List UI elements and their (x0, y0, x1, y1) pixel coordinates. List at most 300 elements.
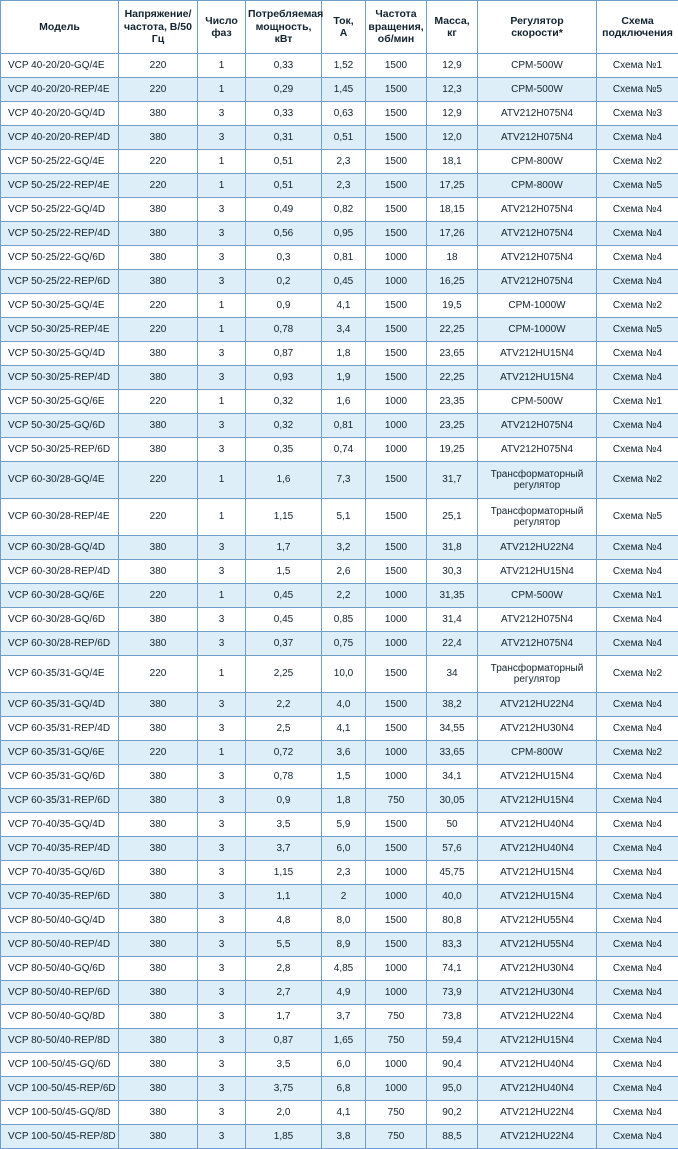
column-header-line: кВт (275, 33, 293, 45)
cell-mass: 33,65 (427, 741, 478, 765)
cell-model: VCP 60-35/31-GQ/6E (1, 741, 119, 765)
cell-speed: 1000 (366, 390, 427, 414)
cell-regulator: CPM-500W (478, 390, 597, 414)
cell-mass: 25,1 (427, 499, 478, 536)
table-row (1, 150, 678, 174)
cell-current: 3,6 (322, 741, 366, 765)
cell-model: VCP 50-25/22-REP/4D (1, 222, 119, 246)
cell-current: 2,3 (322, 174, 366, 198)
cell-phases: 1 (198, 741, 246, 765)
cell-regulator: ATV212HU30N4 (478, 957, 597, 981)
cell-current: 0,45 (322, 270, 366, 294)
cell-phases: 3 (198, 1053, 246, 1077)
table-row (1, 366, 678, 390)
cell-speed: 1500 (366, 693, 427, 717)
cell-mass: 50 (427, 813, 478, 837)
cell-mass: 34,55 (427, 717, 478, 741)
cell-mass: 90,2 (427, 1101, 478, 1125)
column-header-line: вращения, (368, 21, 423, 33)
cell-current: 0,51 (322, 126, 366, 150)
cell-speed: 1000 (366, 632, 427, 656)
cell-mass: 18 (427, 246, 478, 270)
cell-wiring-scheme: Схема №4 (597, 1077, 678, 1101)
cell-current: 1,6 (322, 390, 366, 414)
cell-regulator: ATV212H075N4 (478, 198, 597, 222)
table-row (1, 813, 678, 837)
cell-voltage: 380 (119, 1053, 198, 1077)
cell-voltage: 380 (119, 957, 198, 981)
cell-power: 2,0 (246, 1101, 322, 1125)
cell-current: 0,75 (322, 632, 366, 656)
table-row (1, 1005, 678, 1029)
cell-model: VCP 80-50/40-REP/4D (1, 933, 119, 957)
cell-current: 8,0 (322, 909, 366, 933)
cell-mass: 23,65 (427, 342, 478, 366)
cell-voltage: 220 (119, 656, 198, 693)
cell-phases: 3 (198, 861, 246, 885)
cell-power: 2,2 (246, 693, 322, 717)
cell-speed: 1500 (366, 198, 427, 222)
cell-mass: 30,05 (427, 789, 478, 813)
cell-current: 1,52 (322, 54, 366, 78)
column-header-line: фаз (211, 27, 231, 39)
cell-voltage: 220 (119, 390, 198, 414)
cell-mass: 19,5 (427, 294, 478, 318)
cell-speed: 1500 (366, 656, 427, 693)
cell-wiring-scheme: Схема №4 (597, 632, 678, 656)
cell-wiring-scheme: Схема №4 (597, 837, 678, 861)
cell-phases: 1 (198, 462, 246, 499)
table-row (1, 78, 678, 102)
cell-voltage: 380 (119, 933, 198, 957)
cell-model: VCP 60-35/31-REP/4D (1, 717, 119, 741)
cell-power: 0,49 (246, 198, 322, 222)
cell-speed: 1500 (366, 294, 427, 318)
cell-regulator: ATV212HU40N4 (478, 1053, 597, 1077)
cell-mass: 12,0 (427, 126, 478, 150)
table-row (1, 837, 678, 861)
cell-model: VCP 50-30/25-GQ/4D (1, 342, 119, 366)
table-row (1, 656, 678, 693)
cell-current: 7,3 (322, 462, 366, 499)
cell-regulator: ATV212HU15N4 (478, 560, 597, 584)
cell-power: 0,2 (246, 270, 322, 294)
table-row (1, 1125, 678, 1149)
cell-power: 2,25 (246, 656, 322, 693)
cell-wiring-scheme: Схема №1 (597, 584, 678, 608)
cell-speed: 1500 (366, 462, 427, 499)
cell-voltage: 380 (119, 560, 198, 584)
cell-power: 0,37 (246, 632, 322, 656)
cell-voltage: 380 (119, 366, 198, 390)
cell-current: 0,81 (322, 246, 366, 270)
column-header-line: Число (205, 15, 238, 27)
cell-speed: 1500 (366, 78, 427, 102)
cell-mass: 73,9 (427, 981, 478, 1005)
cell-speed: 1500 (366, 150, 427, 174)
cell-speed: 1500 (366, 560, 427, 584)
cell-mass: 31,4 (427, 608, 478, 632)
column-header-line: А (340, 27, 348, 39)
cell-speed: 1000 (366, 741, 427, 765)
cell-voltage: 380 (119, 693, 198, 717)
cell-power: 0,33 (246, 54, 322, 78)
cell-wiring-scheme: Схема №4 (597, 126, 678, 150)
table-row (1, 1029, 678, 1053)
cell-regulator: ATV212H075N4 (478, 246, 597, 270)
column-header-power (246, 1, 322, 54)
cell-speed: 1500 (366, 126, 427, 150)
cell-power: 1,7 (246, 536, 322, 560)
table-row (1, 765, 678, 789)
cell-power: 2,7 (246, 981, 322, 1005)
cell-voltage: 220 (119, 78, 198, 102)
cell-phases: 3 (198, 1101, 246, 1125)
cell-speed: 1000 (366, 414, 427, 438)
cell-model: VCP 50-30/25-REP/4E (1, 318, 119, 342)
cell-voltage: 380 (119, 1101, 198, 1125)
cell-power: 2,8 (246, 957, 322, 981)
cell-model: VCP 60-30/28-REP/6D (1, 632, 119, 656)
cell-voltage: 220 (119, 294, 198, 318)
cell-model: VCP 60-30/28-REP/4D (1, 560, 119, 584)
cell-speed: 750 (366, 1029, 427, 1053)
cell-wiring-scheme: Схема №4 (597, 957, 678, 981)
cell-speed: 1000 (366, 1077, 427, 1101)
column-header-line: мощность, (256, 21, 312, 33)
cell-current: 4,1 (322, 1101, 366, 1125)
cell-power: 5,5 (246, 933, 322, 957)
cell-current: 0,81 (322, 414, 366, 438)
cell-phases: 3 (198, 608, 246, 632)
cell-wiring-scheme: Схема №4 (597, 414, 678, 438)
cell-speed: 750 (366, 1101, 427, 1125)
cell-phases: 1 (198, 294, 246, 318)
cell-regulator: ATV212HU55N4 (478, 933, 597, 957)
cell-wiring-scheme: Схема №4 (597, 560, 678, 584)
cell-phases: 3 (198, 414, 246, 438)
cell-regulator: CPM-500W (478, 78, 597, 102)
cell-voltage: 380 (119, 1077, 198, 1101)
cell-model: VCP 80-50/40-GQ/6D (1, 957, 119, 981)
cell-voltage: 220 (119, 150, 198, 174)
cell-wiring-scheme: Схема №4 (597, 1101, 678, 1125)
table-row (1, 861, 678, 885)
cell-mass: 59,4 (427, 1029, 478, 1053)
cell-phases: 3 (198, 789, 246, 813)
cell-wiring-scheme: Схема №1 (597, 390, 678, 414)
cell-regulator: ATV212H075N4 (478, 608, 597, 632)
cell-phases: 1 (198, 584, 246, 608)
cell-regulator: ATV212HU15N4 (478, 366, 597, 390)
cell-wiring-scheme: Схема №4 (597, 366, 678, 390)
cell-power: 0,51 (246, 150, 322, 174)
cell-wiring-scheme: Схема №4 (597, 1053, 678, 1077)
cell-current: 0,95 (322, 222, 366, 246)
cell-regulator: ATV212H075N4 (478, 414, 597, 438)
cell-phases: 1 (198, 174, 246, 198)
cell-mass: 40,0 (427, 885, 478, 909)
cell-speed: 750 (366, 1125, 427, 1149)
cell-model: VCP 50-30/25-GQ/6D (1, 414, 119, 438)
cell-phases: 3 (198, 342, 246, 366)
cell-current: 0,85 (322, 608, 366, 632)
cell-power: 3,7 (246, 837, 322, 861)
table-row (1, 717, 678, 741)
cell-regulator: ATV212HU15N4 (478, 861, 597, 885)
cell-phases: 1 (198, 150, 246, 174)
cell-model: VCP 80-50/40-GQ/8D (1, 1005, 119, 1029)
table-row (1, 632, 678, 656)
cell-current: 3,7 (322, 1005, 366, 1029)
cell-current: 4,1 (322, 717, 366, 741)
cell-regulator (478, 462, 597, 499)
cell-voltage: 380 (119, 270, 198, 294)
cell-regulator: ATV212HU55N4 (478, 909, 597, 933)
cell-wiring-scheme: Схема №2 (597, 462, 678, 499)
cell-regulator: ATV212H075N4 (478, 632, 597, 656)
cell-mass: 95,0 (427, 1077, 478, 1101)
cell-regulator: CPM-1000W (478, 294, 597, 318)
cell-speed: 1500 (366, 933, 427, 957)
cell-power: 0,32 (246, 390, 322, 414)
cell-wiring-scheme: Схема №4 (597, 789, 678, 813)
cell-phases: 1 (198, 54, 246, 78)
cell-speed: 1500 (366, 366, 427, 390)
cell-power: 0,9 (246, 294, 322, 318)
cell-regulator: ATV212HU30N4 (478, 981, 597, 1005)
column-header-phases (198, 1, 246, 54)
table-row (1, 294, 678, 318)
cell-regulator: ATV212H075N4 (478, 126, 597, 150)
cell-model: VCP 100-50/45-GQ/6D (1, 1053, 119, 1077)
cell-power: 0,93 (246, 366, 322, 390)
cell-current: 6,8 (322, 1077, 366, 1101)
column-header-line: частота, В/50 Гц (124, 21, 192, 45)
cell-regulator: ATV212HU15N4 (478, 765, 597, 789)
cell-model: VCP 70-40/35-GQ/4D (1, 813, 119, 837)
cell-regulator: ATV212HU22N4 (478, 693, 597, 717)
cell-wiring-scheme: Схема №4 (597, 813, 678, 837)
cell-speed: 1500 (366, 174, 427, 198)
cell-mass: 73,8 (427, 1005, 478, 1029)
cell-wiring-scheme: Схема №4 (597, 536, 678, 560)
table-row (1, 909, 678, 933)
cell-model: VCP 70-40/35-GQ/6D (1, 861, 119, 885)
cell-mass: 18,1 (427, 150, 478, 174)
cell-mass: 34,1 (427, 765, 478, 789)
cell-text-line: Трансформаторный (491, 663, 584, 674)
cell-mass: 45,75 (427, 861, 478, 885)
cell-current: 1,5 (322, 765, 366, 789)
cell-regulator: ATV212HU15N4 (478, 789, 597, 813)
table-row (1, 499, 678, 536)
cell-voltage: 220 (119, 462, 198, 499)
cell-power: 0,72 (246, 741, 322, 765)
cell-wiring-scheme: Схема №4 (597, 1125, 678, 1149)
cell-regulator: ATV212HU15N4 (478, 342, 597, 366)
cell-model: VCP 50-30/25-REP/4D (1, 366, 119, 390)
cell-voltage: 380 (119, 837, 198, 861)
cell-speed: 1500 (366, 342, 427, 366)
cell-voltage: 380 (119, 414, 198, 438)
cell-model: VCP 50-25/22-GQ/4E (1, 150, 119, 174)
cell-phases: 3 (198, 885, 246, 909)
column-header-wiring-scheme (597, 1, 678, 54)
cell-regulator: CPM-500W (478, 584, 597, 608)
cell-regulator: CPM-500W (478, 54, 597, 78)
cell-mass: 83,3 (427, 933, 478, 957)
cell-power: 4,8 (246, 909, 322, 933)
table-row (1, 885, 678, 909)
cell-regulator: ATV212HU40N4 (478, 813, 597, 837)
cell-phases: 1 (198, 390, 246, 414)
cell-current: 1,8 (322, 789, 366, 813)
cell-regulator: ATV212HU15N4 (478, 1029, 597, 1053)
column-header-line: Потребляемая (248, 8, 323, 20)
cell-current: 6,0 (322, 1053, 366, 1077)
cell-phases: 3 (198, 765, 246, 789)
cell-model: VCP 50-25/22-REP/6D (1, 270, 119, 294)
cell-voltage: 380 (119, 608, 198, 632)
cell-current: 2,3 (322, 150, 366, 174)
cell-wiring-scheme: Схема №2 (597, 150, 678, 174)
cell-phases: 1 (198, 656, 246, 693)
cell-regulator: ATV212HU22N4 (478, 536, 597, 560)
cell-speed: 1000 (366, 957, 427, 981)
cell-mass: 31,8 (427, 536, 478, 560)
cell-phases: 3 (198, 1077, 246, 1101)
cell-model: VCP 60-35/31-REP/6D (1, 789, 119, 813)
cell-regulator: ATV212HU40N4 (478, 837, 597, 861)
cell-speed: 1000 (366, 981, 427, 1005)
column-header-regulator (478, 1, 597, 54)
cell-phases: 3 (198, 813, 246, 837)
cell-power: 1,85 (246, 1125, 322, 1149)
cell-wiring-scheme: Схема №3 (597, 102, 678, 126)
cell-wiring-scheme: Схема №5 (597, 318, 678, 342)
cell-model: VCP 40-20/20-REP/4D (1, 126, 119, 150)
cell-power: 0,9 (246, 789, 322, 813)
cell-wiring-scheme: Схема №2 (597, 656, 678, 693)
cell-current: 2,6 (322, 560, 366, 584)
cell-voltage: 380 (119, 981, 198, 1005)
cell-regulator (478, 499, 597, 536)
cell-voltage: 380 (119, 861, 198, 885)
table-row (1, 462, 678, 499)
cell-mass: 38,2 (427, 693, 478, 717)
cell-model: VCP 40-20/20-REP/4E (1, 78, 119, 102)
column-header-model (1, 1, 119, 54)
cell-voltage: 380 (119, 438, 198, 462)
cell-model: VCP 100-50/45-REP/8D (1, 1125, 119, 1149)
table-row (1, 584, 678, 608)
cell-power: 0,3 (246, 246, 322, 270)
cell-wiring-scheme: Схема №4 (597, 933, 678, 957)
cell-text-line: Трансформаторный (491, 506, 584, 517)
cell-wiring-scheme: Схема №4 (597, 693, 678, 717)
cell-model: VCP 60-30/28-GQ/6E (1, 584, 119, 608)
cell-model: VCP 60-30/28-REP/4E (1, 499, 119, 536)
cell-power: 0,51 (246, 174, 322, 198)
cell-speed: 1000 (366, 584, 427, 608)
cell-model: VCP 100-50/45-GQ/8D (1, 1101, 119, 1125)
table-row (1, 1101, 678, 1125)
cell-voltage: 380 (119, 813, 198, 837)
column-header-line: Модель (39, 21, 80, 33)
cell-phases: 3 (198, 438, 246, 462)
cell-speed: 1000 (366, 765, 427, 789)
cell-mass: 90,4 (427, 1053, 478, 1077)
cell-regulator: ATV212H075N4 (478, 270, 597, 294)
cell-power: 0,87 (246, 1029, 322, 1053)
cell-voltage: 220 (119, 318, 198, 342)
cell-power: 0,33 (246, 102, 322, 126)
table-row (1, 789, 678, 813)
cell-phases: 1 (198, 318, 246, 342)
cell-power: 0,29 (246, 78, 322, 102)
cell-speed: 1500 (366, 102, 427, 126)
cell-speed: 1500 (366, 837, 427, 861)
cell-voltage: 220 (119, 54, 198, 78)
cell-voltage: 380 (119, 789, 198, 813)
table-head (1, 1, 678, 54)
cell-wiring-scheme: Схема №4 (597, 438, 678, 462)
cell-power: 3,75 (246, 1077, 322, 1101)
cell-current: 5,1 (322, 499, 366, 536)
cell-regulator: ATV212HU40N4 (478, 1077, 597, 1101)
cell-power: 0,78 (246, 318, 322, 342)
column-header-line: Масса, (434, 15, 469, 27)
cell-phases: 3 (198, 198, 246, 222)
cell-speed: 750 (366, 789, 427, 813)
cell-mass: 12,9 (427, 102, 478, 126)
column-header-mass (427, 1, 478, 54)
cell-model: VCP 50-25/22-GQ/6D (1, 246, 119, 270)
cell-power: 1,7 (246, 1005, 322, 1029)
table-row (1, 414, 678, 438)
cell-regulator: ATV212HU15N4 (478, 885, 597, 909)
cell-phases: 3 (198, 536, 246, 560)
cell-regulator: ATV212HU30N4 (478, 717, 597, 741)
cell-current: 4,1 (322, 294, 366, 318)
cell-phases: 3 (198, 270, 246, 294)
cell-current: 2 (322, 885, 366, 909)
cell-mass: 18,15 (427, 198, 478, 222)
cell-wiring-scheme: Схема №1 (597, 54, 678, 78)
cell-mass: 74,1 (427, 957, 478, 981)
cell-power: 3,5 (246, 813, 322, 837)
cell-power: 0,78 (246, 765, 322, 789)
cell-wiring-scheme: Схема №4 (597, 1029, 678, 1053)
table-row (1, 608, 678, 632)
table-row (1, 1053, 678, 1077)
cell-current: 3,4 (322, 318, 366, 342)
cell-speed: 1500 (366, 222, 427, 246)
cell-voltage: 220 (119, 741, 198, 765)
cell-phases: 3 (198, 1125, 246, 1149)
cell-wiring-scheme: Схема №4 (597, 981, 678, 1005)
cell-speed: 1000 (366, 1053, 427, 1077)
cell-current: 0,63 (322, 102, 366, 126)
cell-voltage: 380 (119, 536, 198, 560)
cell-regulator: ATV212HU22N4 (478, 1125, 597, 1149)
cell-voltage: 380 (119, 885, 198, 909)
cell-speed: 1500 (366, 54, 427, 78)
cell-model: VCP 60-30/28-GQ/6D (1, 608, 119, 632)
cell-phases: 3 (198, 632, 246, 656)
cell-current: 4,85 (322, 957, 366, 981)
